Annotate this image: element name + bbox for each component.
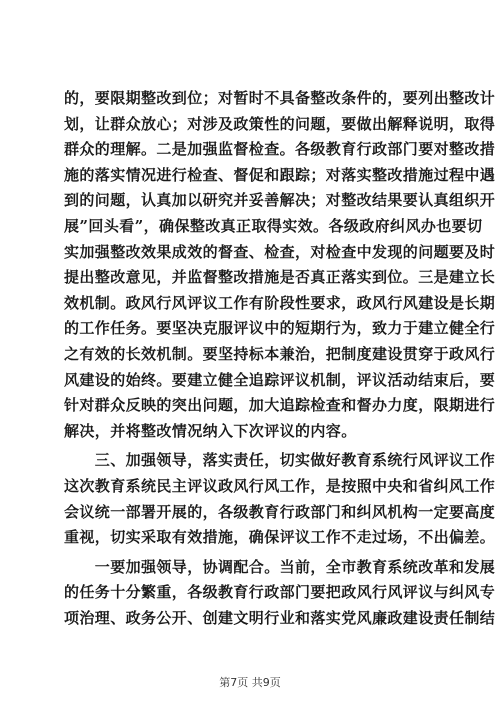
- text-line: 实加强整改效果成效的督查、检查，对检查中发现的问题要及时: [64, 242, 496, 261]
- text-line: 效机制。政风行风评议工作有阶段性要求，政风行风建设是长期: [64, 293, 496, 312]
- text-line: 风建设的始终。要建立健全追踪评议机制，评议活动结束后，要: [64, 370, 496, 389]
- text-line: 施的落实情况进行检查、督促和跟踪；对落实整改措施过程中遇: [64, 165, 496, 184]
- text-line: 重视，切实采取有效措施，确保评议工作不走过场，不出偏差。: [64, 528, 496, 547]
- text-line: 一要加强领导，协调配合。当前，全市教育系统改革和发展: [64, 557, 496, 576]
- text-line: 会议统一部署开展的，各级教育行政部门和纠风机构一定要高度: [64, 502, 496, 521]
- text-line: 的工作任务。要坚决克服评议中的短期行为，致力于建立健全行: [64, 319, 496, 338]
- text-line: 的，要限期整改到位；对暂时不具备整改条件的，要列出整改计: [64, 89, 496, 107]
- page-number: 第7页 共9页: [219, 676, 281, 689]
- text-line: 针对群众反映的突出问题，加大追踪检查和督办力度，限期进行: [64, 396, 496, 415]
- text-line: 到的问题，认真加以研究并妥善解决；对整改结果要认真组织开: [64, 191, 496, 210]
- text-line: 的任务十分繁重，各级教育行政部门要把政风行风评议与纠风专: [64, 583, 496, 602]
- text-line: 项治理、政务公开、创建文明行业和落实党风廉政建设责任制结: [64, 608, 496, 627]
- text-line: 划，让群众放心；对涉及政策性的问题，要做出解释说明，取得: [64, 114, 496, 133]
- text-line: 这次教育系统民主评议政风行风工作，是按照中央和省纠风工作: [64, 476, 496, 495]
- text-line: 提出整改意见，并监督整改措施是否真正落实到位。三是建立长: [64, 268, 496, 287]
- section-heading: 三、加强领导，落实责任，切实做好教育系统行风评议工作: [64, 451, 496, 470]
- text-line: 群众的理解。二是加强监督检查。各级教育行政部门要对整改措: [64, 140, 496, 159]
- body-text: [64, 86, 496, 631]
- text-line: 解决，并将整改情况纳入下次评议的内容。: [64, 421, 357, 440]
- text-line: 展”回头看”，确保整改真正取得实效。各级政府纠风办也要切: [64, 216, 483, 235]
- text-line: 之有效的长效机制。要坚持标本兼治，把制度建设贯穿于政风行: [64, 344, 496, 363]
